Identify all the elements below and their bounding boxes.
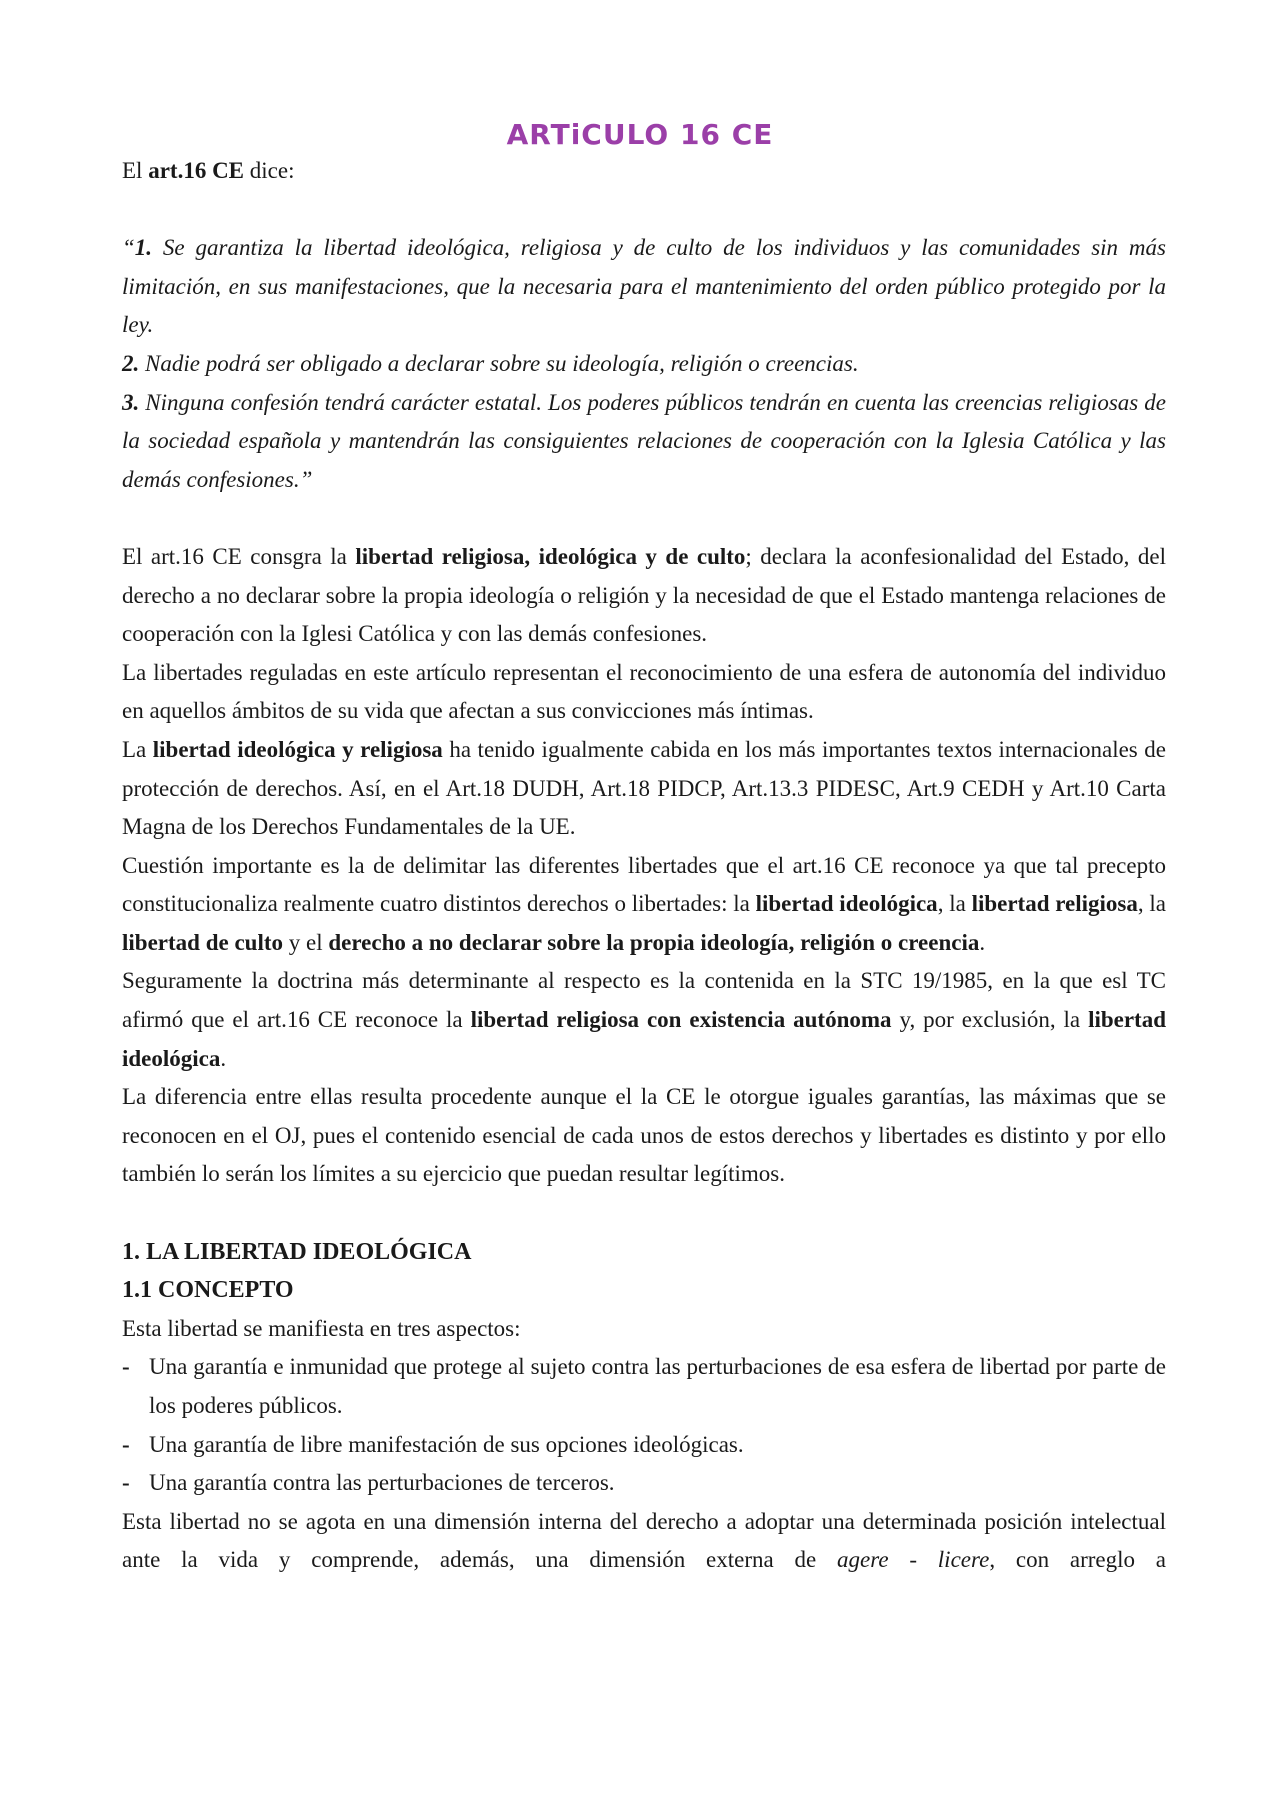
spacer <box>122 499 1166 538</box>
text-run: El art.16 CE consgra la <box>122 543 356 569</box>
list-item-text: Una garantía contra las perturbaciones de terceros. <box>149 1470 615 1496</box>
aspects-list <box>122 1348 1166 1502</box>
quote-item-3 <box>122 384 1166 500</box>
bold-run: libertad ideológica y religiosa <box>152 736 443 762</box>
list-item-text: Una garantía e inmunidad que protege al sujeto contra las perturbaciones de esa esfera de libertad por parte de los poderes públicos. <box>149 1354 1166 1418</box>
quote-item-text: Nadie podrá ser obligado a declarar sobre su ideología, religión o creencias. <box>139 350 859 376</box>
bold-run: derecho a no declarar sobre la propia ideología, religión o creencia <box>328 929 980 955</box>
spacer <box>122 191 1166 230</box>
article-quote <box>122 229 1166 499</box>
bold-run: libertad religiosa <box>971 891 1138 917</box>
text-run: Cuestión importante es la de delimitar las diferentes libertades que el art.16 CE reconoce ya que tal precepto constitucionaliza realmente cuatro distintos derechos o libertades: la <box>122 852 1166 917</box>
bold-run: libertad religiosa con existencia autónoma <box>470 1007 892 1033</box>
paragraph-6: La diferencia entre ellas resulta procedente aunque el la CE le otorgue iguales garantías, las máximas que se reconocen en el OJ, pues el contenido esencial de cada unos de estos derechos y libertades es distinto y por ello también lo serán los límites a su ejercicio que puedan resultar legítimos. <box>122 1084 1166 1187</box>
bold-run: libertad ideológica <box>122 1007 1167 1071</box>
text-run: Esta libertad no se agota en una dimensión interna del derecho a adoptar una determinada posición intelectual ante la vida y comprende, además, una dimensión externa de <box>122 1508 1166 1573</box>
subsection-heading: 1.1 CONCEPTO <box>122 1277 294 1304</box>
paragraph-8 <box>122 1503 1166 1580</box>
bold-run: libertad de culto <box>122 929 283 955</box>
text-run: . <box>220 1045 227 1071</box>
text-run: ha tenido igualmente cabida en los más importantes textos internacionales de protección de derechos. Así, en el Art.18 DUDH, Art.18 PIDCP, Art.13.3 PIDESC, Art.9 CEDH y Art.10 Carta Magna de los Derechos Fundamentales de la UE. <box>122 736 1166 840</box>
quote-item-text: Se garantiza la libertad ideológica, religiosa y de culto de los individuos y las comunidades sin más limitación, en sus manifestaciones, que la necesaria para el mantenimiento del orden público protegido por la ley. <box>122 235 1166 338</box>
page-title: ARTiCULO 16 CE <box>506 118 774 151</box>
quote-item-number: 2. <box>122 350 140 376</box>
text-run: y, por exclusión, la <box>891 1007 1089 1033</box>
list-item <box>122 1426 1166 1465</box>
text-run: , la <box>1137 891 1166 917</box>
italic-run: agere - licere <box>837 1547 990 1573</box>
intro-paragraph <box>122 152 1166 191</box>
text-run: Seguramente la doctrina más determinante al respecto es la contenida en la STC 19/1985, en la que esl TC afirmó que el art.16 CE reconoce la <box>122 968 1166 1033</box>
spacer <box>122 1194 1166 1233</box>
dash-bullet: - <box>122 1470 130 1496</box>
text-run: . <box>979 929 986 955</box>
text-run: , con arreglo a <box>989 1547 1166 1573</box>
quote-item-text: Ninguna confesión tendrá carácter estatal. Los poderes públicos tendrán en cuenta las creencias religiosas de la sociedad española y mantendrán las consiguientes relaciones de cooperación con la Iglesia Católica y las demás confesiones.” <box>122 389 1166 492</box>
text-run: y el <box>283 929 329 955</box>
text-run: ; declara la aconfesionalidad del Estado, del derecho a no declarar sobre la propia ideología o religión y la necesidad de que el Estado mantenga relaciones de cooperación con la Iglesi Católica y con las demás confesiones. <box>122 543 1166 647</box>
document-body <box>122 152 1166 1580</box>
text-run: La <box>122 736 153 762</box>
paragraph-1 <box>122 538 1166 654</box>
quote-item-2 <box>122 345 1166 384</box>
section-heading: 1. LA LIBERTAD IDEOLÓGICA <box>122 1238 472 1265</box>
paragraph-3 <box>122 731 1166 847</box>
list-item-text: Una garantía de libre manifestación de sus opciones ideológicas. <box>149 1431 744 1457</box>
bold-run: libertad ideológica <box>755 891 938 917</box>
intro-bold: art.16 CE <box>148 158 245 183</box>
dash-bullet: - <box>122 1431 130 1457</box>
bold-run: libertad religiosa, ideológica y de culto <box>355 543 746 569</box>
paragraph-2: La libertades reguladas en este artículo representan el reconocimiento de una esfera de autonomía del individuo en aquellos ámbitos de su vida que afectan a sus convicciones más íntimas. <box>122 659 1166 724</box>
intro-text: El <box>122 158 149 183</box>
list-item <box>122 1464 1166 1503</box>
paragraph-7: Esta libertad se manifiesta en tres aspectos: <box>122 1315 521 1341</box>
quote-item-number: 1. <box>134 235 153 261</box>
intro-text-2: dice: <box>244 158 295 183</box>
paragraph-5 <box>122 962 1166 1078</box>
list-item <box>122 1348 1166 1425</box>
paragraph-4 <box>122 847 1166 963</box>
text-run: , la <box>937 891 972 917</box>
quote-item-1 <box>122 229 1166 345</box>
quote-item-number: 3. <box>122 389 140 415</box>
dash-bullet: - <box>122 1354 130 1380</box>
quote-open-mark: “ <box>122 235 135 261</box>
